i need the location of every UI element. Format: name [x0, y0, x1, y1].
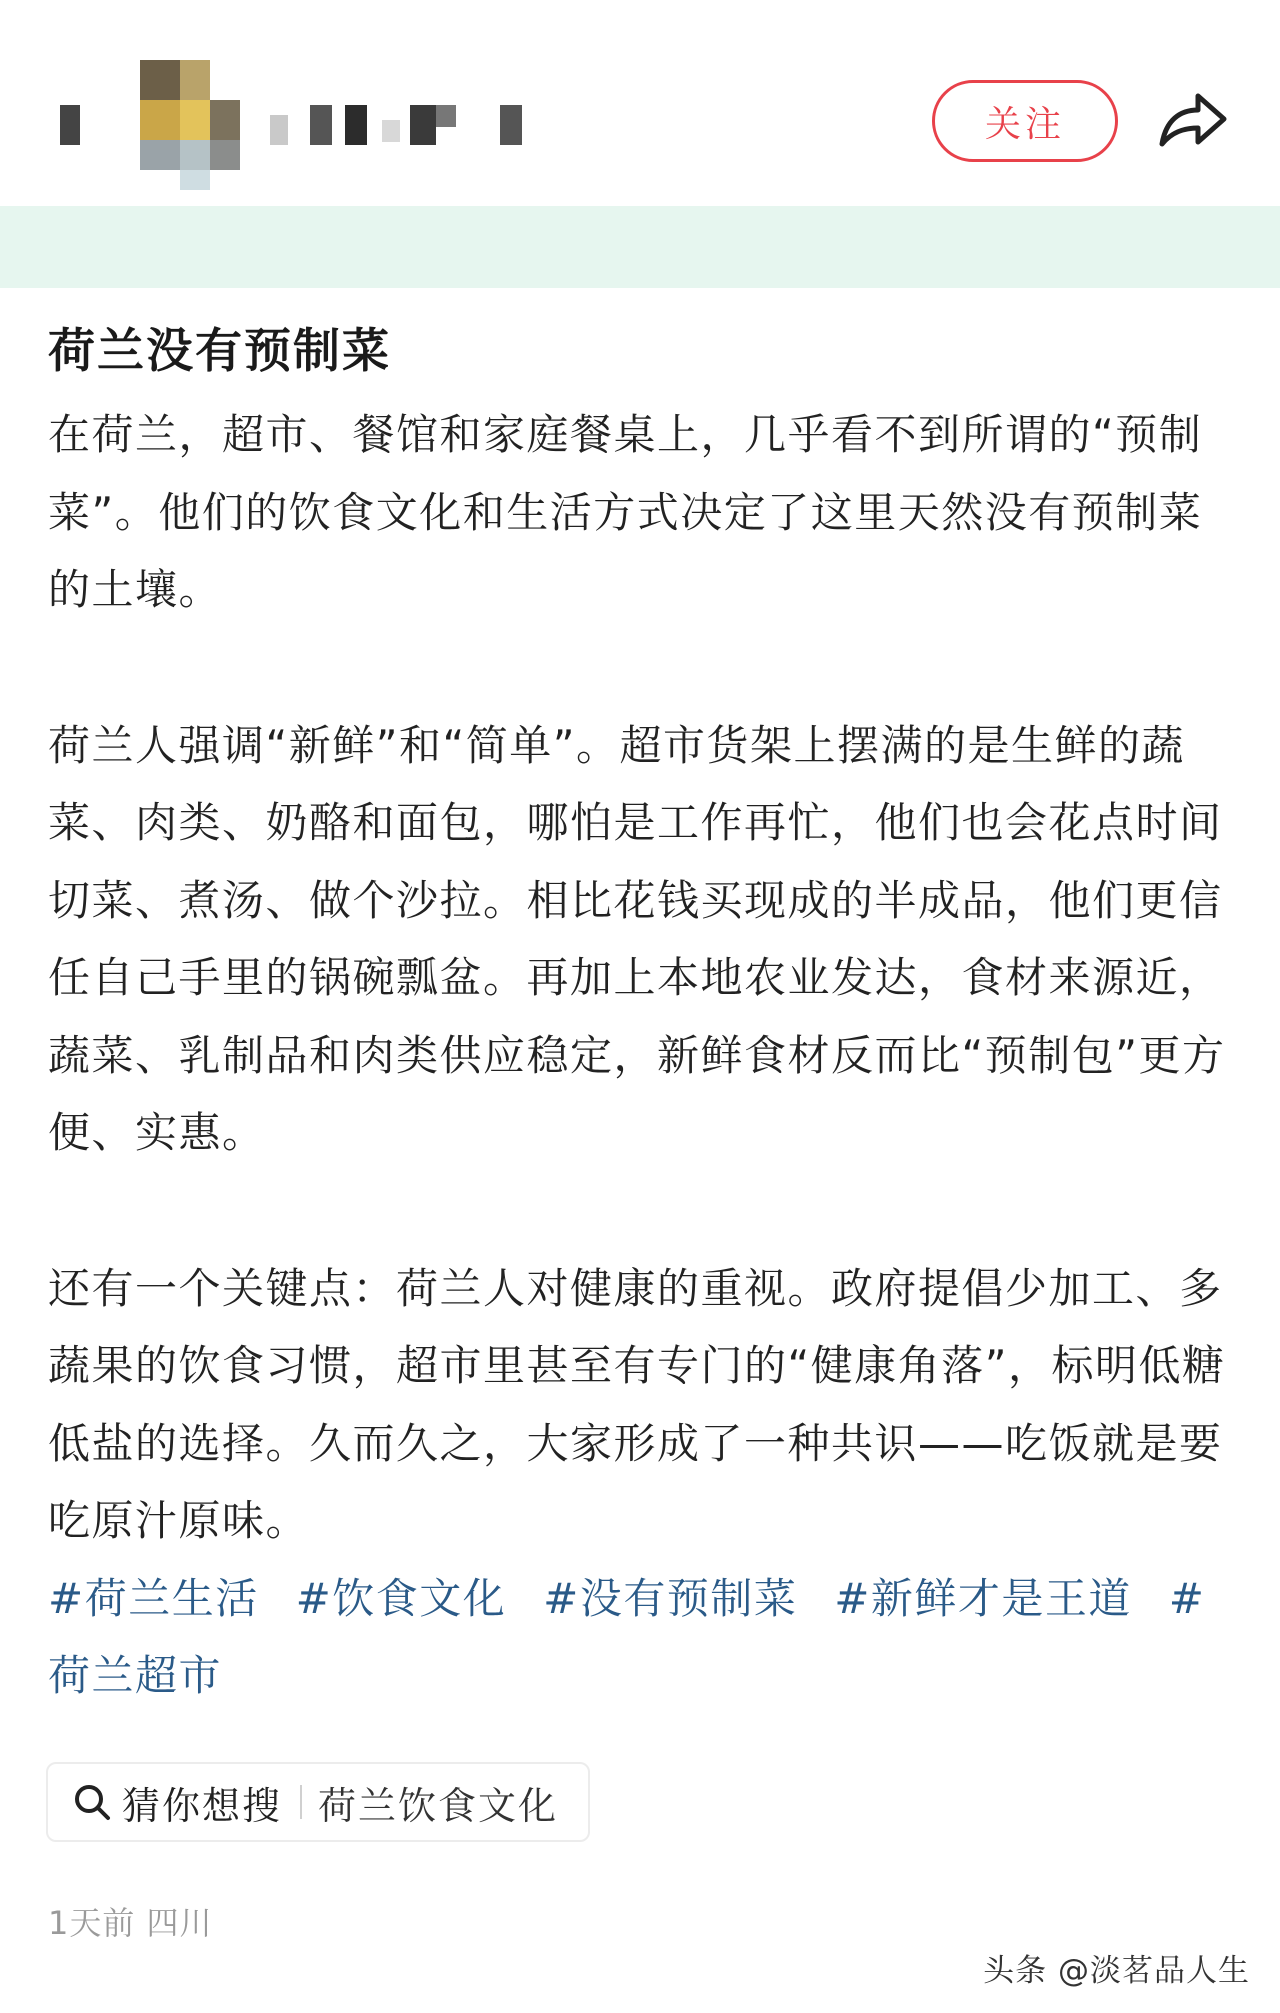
header-divider-band	[0, 206, 1280, 288]
paragraph-gap	[48, 1172, 1238, 1250]
hashtag-link[interactable]: #饮食文化	[295, 1573, 507, 1623]
hashtag-list	[48, 1560, 1238, 1715]
search-suggestion-separator	[300, 1785, 302, 1819]
post-header	[0, 0, 1280, 206]
search-suggestion-label: 猜你想搜	[122, 1783, 283, 1828]
follow-button[interactable]	[932, 80, 1118, 162]
hashtag-link[interactable]: #荷兰超市	[48, 1573, 1206, 1700]
follow-button-label: 关注	[984, 103, 1065, 145]
paragraph-3: 还有一个关键点：荷兰人对健康的重视。政府提倡少加工、多蔬果的饮食习惯，超市里甚至有专门的“健康角落”，标明低糖低盐的选择。久而久之，大家形成了一种共识——吃饭就是要吃原汁原味。	[48, 1263, 1226, 1545]
hashtag-link[interactable]: #新鲜才是王道	[834, 1573, 1132, 1623]
article-body	[48, 320, 1238, 1715]
post-time-location: 1天前 四川	[48, 1904, 213, 1942]
share-arrow-icon[interactable]	[1156, 86, 1230, 152]
hashtag-link[interactable]: #荷兰生活	[48, 1573, 259, 1623]
paragraph-gap	[48, 629, 1238, 707]
search-suggestion-chip[interactable]	[46, 1762, 590, 1842]
hashtag-link[interactable]: #没有预制菜	[543, 1573, 798, 1623]
watermark: 头条 @淡茗品人生	[983, 1953, 1250, 1989]
pixelated-avatar[interactable]	[60, 60, 540, 190]
article-title: 荷兰没有预制菜	[48, 324, 391, 379]
search-suggestion-query: 荷兰饮食文化	[318, 1783, 559, 1828]
search-icon	[72, 1782, 112, 1822]
paragraph-2: 荷兰人强调“新鲜”和“简单”。超市货架上摆满的是生鲜的蔬菜、肉类、奶酪和面包，哪怕是工作再忙，他们也会花点时间切菜、煮汤、做个沙拉。相比花钱买现成的半成品，他们更信任自己手里的锅碗瓢盆。再加上本地农业发达，食材来源近，蔬菜、乳制品和肉类供应稳定，新鲜食材反而比“预制包”更方便、实惠。	[48, 720, 1226, 1157]
paragraph-1: 在荷兰，超市、餐馆和家庭餐桌上，几乎看不到所谓的“预制菜”。他们的饮食文化和生活方式决定了这里天然没有预制菜的土壤。	[48, 410, 1203, 614]
